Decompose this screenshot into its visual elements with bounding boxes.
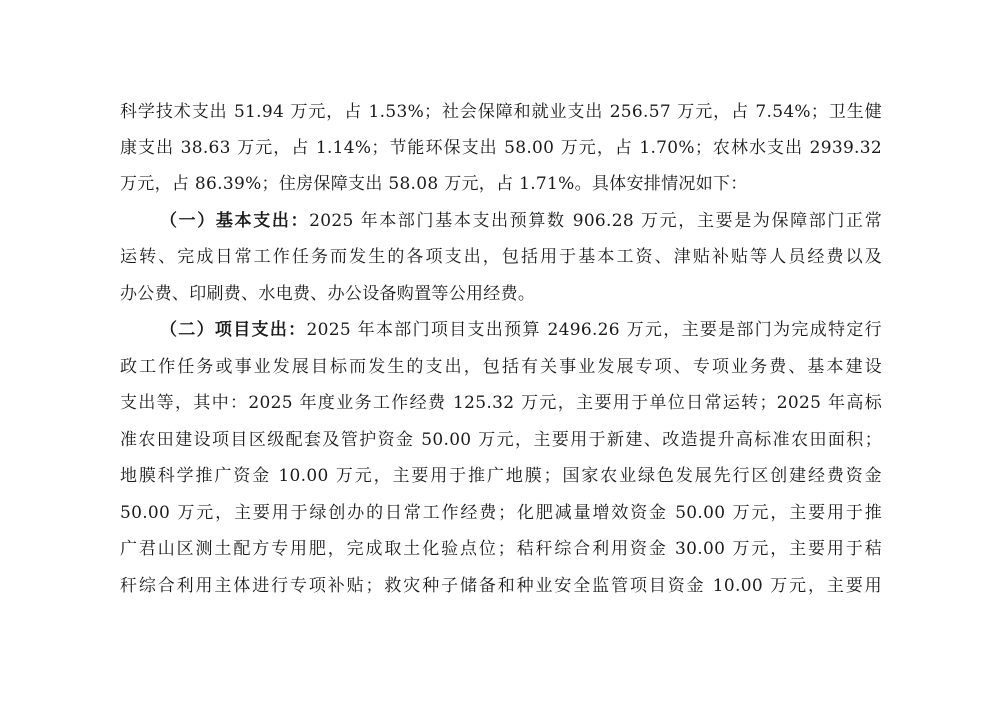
section1-first-line [160,206,882,236]
section1-first-line-text: 2025 年本部门基本支出预算数 906.28 万元，主要是为保障部门正常 [309,211,883,231]
section2-line-5: 地膜科学推广资金 10.00 万元，主要用于推广地膜；国家农业绿色发展先行区创建经费资金 [120,466,882,486]
section2-first-line-text: 2025 年本部门项目支出预算 2496.26 万元，主要是部门为完成特定行 [306,320,882,340]
intro-line-2: 康支出 38.63 万元，占 1.14%；节能环保支出 58.00 万元，占 1.70%；农林水支出 2939.32 [120,138,882,158]
section2-line-6: 50.00 万元，主要用于绿创办的日常工作经费；化肥减量增效资金 50.00 万元，主要用于推 [120,503,882,523]
section2-heading: （二）项目支出： [160,320,307,340]
section1-line-2: 运转、完成日常工作任务而发生的各项支出，包括用于基本工资、津贴补贴等人员经费以及 [120,247,882,267]
intro-line-3: 万元，占 86.39%；住房保障支出 58.08 万元，占 1.71%。具体安排情况如下： [120,174,748,194]
section1-line-3: 办公费、印刷费、水电费、办公设备购置等公用经费。 [120,284,536,304]
section2-line-4: 准农田建设项目区级配套及管护资金 50.00 万元，主要用于新建、改造提升高标准农田面积； [120,430,882,450]
section2-first-line [160,315,882,345]
section2-line-8: 秆综合利用主体进行专项补贴；救灾种子储备和种业安全监管项目资金 10.00 万元，主要用 [120,576,882,596]
section2-line-2: 政工作任务或事业发展目标而发生的支出，包括有关事业发展专项、专项业务费、基本建设 [120,357,882,377]
section2-line-3: 支出等，其中：2025 年度业务工作经费 125.32 万元，主要用于单位日常运转；2025 年高标 [120,393,882,413]
section1-heading: （一）基本支出： [160,211,310,231]
intro-line-1: 科学技术支出 51.94 万元，占 1.53%；社会保障和就业支出 256.57 万元，占 7.54%；卫生健 [120,102,882,122]
section2-line-7: 广君山区测土配方专用肥，完成取土化验点位；秸秆综合利用资金 30.00 万元，主要用于秸 [120,539,882,559]
